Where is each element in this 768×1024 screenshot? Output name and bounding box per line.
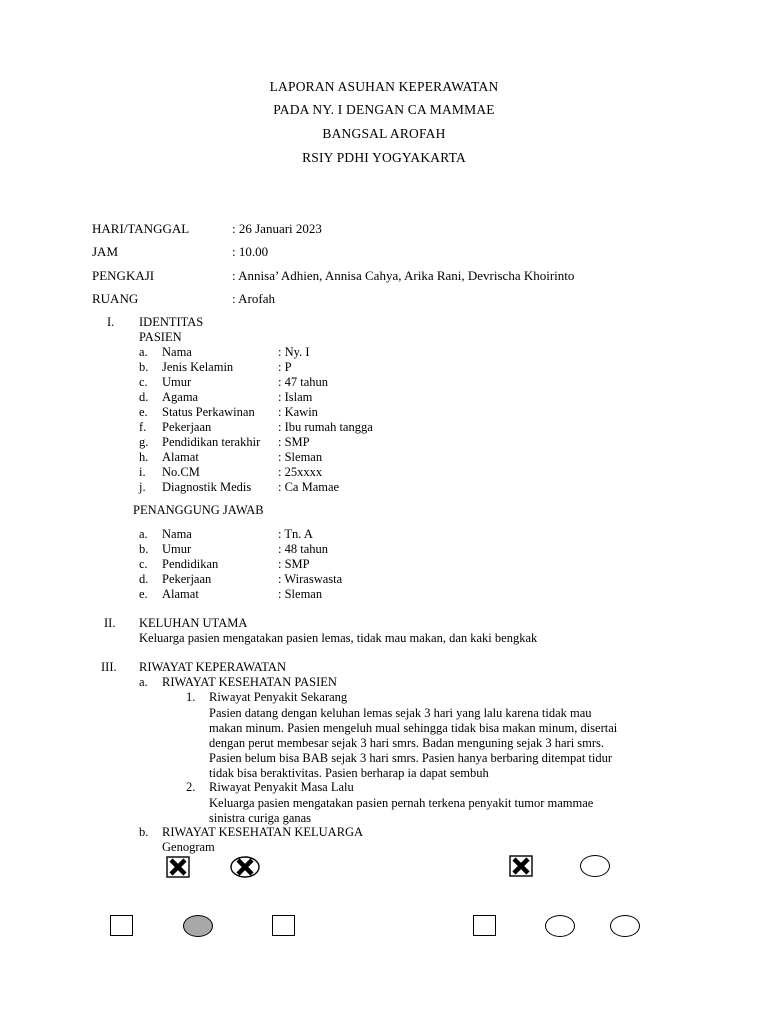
section-3-number: III. — [101, 660, 117, 674]
section-1-number: I. — [107, 315, 115, 329]
list-letter: f. — [139, 420, 147, 434]
item-1-text-line: tidak bisa beraktivitas. Pasien berharap ia dapat sembuh — [209, 766, 489, 780]
section-1-title: IDENTITAS — [139, 315, 204, 329]
list-letter: d. — [139, 390, 149, 404]
subsection-b-title: RIWAYAT KESEHATAN KELUARGA — [162, 825, 364, 839]
penanggung-jawab-heading: PENANGGUNG JAWAB — [133, 503, 264, 517]
list-label: Nama — [162, 345, 192, 359]
list-label: Alamat — [162, 450, 199, 464]
list-label: Agama — [162, 390, 199, 404]
subsection-a-title: RIWAYAT KESEHATAN PASIEN — [162, 675, 337, 689]
list-letter: a. — [139, 345, 148, 359]
list-value: : 48 tahun — [278, 542, 328, 556]
list-letter: j. — [139, 480, 146, 494]
list-letter: h. — [139, 450, 149, 464]
report-title-line-1: LAPORAN ASUHAN KEPERAWATAN — [269, 79, 499, 94]
item-1-text-line: Pasien belum bisa BAB sejak 3 hari smrs. Pasien hanya berbaring ditempat tidur — [209, 751, 613, 765]
list-letter: b. — [139, 542, 149, 556]
subsection-b-letter: b. — [139, 825, 149, 839]
field-value-pengkaji: : Annisa’ Adhien, Annisa Cahya, Arika Rani, Devrischa Khoirinto — [232, 268, 575, 283]
list-value: : Sleman — [278, 587, 323, 601]
item-2-title: Riwayat Penyakit Masa Lalu — [209, 780, 354, 794]
list-letter: d. — [139, 572, 149, 586]
list-label: Status Perkawinan — [162, 405, 255, 419]
item-1-title: Riwayat Penyakit Sekarang — [209, 690, 348, 704]
list-value: : Ca Mamae — [278, 480, 340, 494]
list-value: : Ny. I — [278, 345, 310, 359]
list-value: : Tn. A — [278, 527, 313, 541]
list-label: Umur — [162, 542, 192, 556]
field-label-pengkaji: PENGKAJI — [92, 268, 155, 283]
list-letter: c. — [139, 557, 148, 571]
genogram-female-icon — [610, 915, 640, 937]
item-2-text-line: Keluarga pasien mengatakan pasien pernah terkena penyakit tumor mammae — [209, 796, 594, 810]
list-value: : Islam — [278, 390, 313, 404]
item-1-text-line: makan minum. Pasien mengeluh mual sehingga tidak bisa makan minum, disertai — [209, 721, 618, 735]
section-2-text: Keluarga pasien mengatakan pasien lemas, tidak mau makan, dan kaki bengkak — [139, 631, 538, 645]
genogram-male-icon — [272, 915, 295, 936]
field-label-jam: JAM — [92, 244, 119, 259]
list-value: : 47 tahun — [278, 375, 328, 389]
list-letter: c. — [139, 375, 148, 389]
genogram-deceased-female-icon — [230, 856, 260, 878]
genogram-female-icon — [545, 915, 575, 937]
list-value: : P — [278, 360, 292, 374]
field-value-jam: : 10.00 — [232, 244, 269, 259]
list-letter: g. — [139, 435, 149, 449]
list-letter: e. — [139, 405, 148, 419]
item-2-text-line: sinistra curiga ganas — [209, 811, 312, 825]
list-value: : 25xxxx — [278, 465, 323, 479]
section-3-title: RIWAYAT KEPERAWATAN — [139, 660, 286, 674]
list-letter: i. — [139, 465, 146, 479]
subsection-a-letter: a. — [139, 675, 148, 689]
list-value: : Wiraswasta — [278, 572, 343, 586]
item-1-number: 1. — [186, 690, 196, 704]
item-1-text-line: Pasien datang dengan keluhan lemas sejak 3 hari yang lalu karena tidak mau — [209, 706, 592, 720]
section-2-number: II. — [104, 616, 116, 630]
list-value: : SMP — [278, 557, 310, 571]
field-label-ruang: RUANG — [92, 291, 139, 306]
item-1-text-line: dengan perut membesar sejak 3 hari smrs. Badan menguning sejak 3 hari smrs. — [209, 736, 605, 750]
list-label: Umur — [162, 375, 192, 389]
report-title-line-4: RSIY PDHI YOGYAKARTA — [302, 150, 466, 165]
genogram-female-icon — [580, 855, 610, 877]
list-value: : Ibu rumah tangga — [278, 420, 373, 434]
list-label: Nama — [162, 527, 192, 541]
list-label: Pendidikan terakhir — [162, 435, 261, 449]
list-label: Diagnostik Medis — [162, 480, 252, 494]
list-value: : Sleman — [278, 450, 323, 464]
genogram-patient-female-icon — [183, 915, 213, 937]
list-label: No.CM — [162, 465, 200, 479]
list-label: Pendidikan — [162, 557, 219, 571]
genogram-deceased-male-icon — [509, 855, 533, 877]
list-value: : Kawin — [278, 405, 318, 419]
genogram-deceased-male-icon — [166, 856, 190, 878]
list-letter: e. — [139, 587, 148, 601]
genogram-male-icon — [110, 915, 133, 936]
genogram-male-icon — [473, 915, 496, 936]
list-label: Pekerjaan — [162, 420, 212, 434]
item-2-number: 2. — [186, 780, 196, 794]
list-value: : SMP — [278, 435, 310, 449]
field-label-hari-tanggal: HARI/TANGGAL — [92, 221, 190, 236]
report-title-line-2: PADA NY. I DENGAN CA MAMMAE — [273, 102, 495, 117]
list-label: Alamat — [162, 587, 199, 601]
section-2-title: KELUHAN UTAMA — [139, 616, 248, 630]
pasien-heading: PASIEN — [139, 330, 182, 344]
report-title-line-3: BANGSAL AROFAH — [322, 126, 446, 141]
list-letter: a. — [139, 527, 148, 541]
genogram-label: Genogram — [162, 840, 215, 854]
list-label: Jenis Kelamin — [162, 360, 234, 374]
list-label: Pekerjaan — [162, 572, 212, 586]
field-value-ruang: : Arofah — [232, 291, 275, 306]
field-value-hari-tanggal: : 26 Januari 2023 — [232, 221, 322, 236]
list-letter: b. — [139, 360, 149, 374]
